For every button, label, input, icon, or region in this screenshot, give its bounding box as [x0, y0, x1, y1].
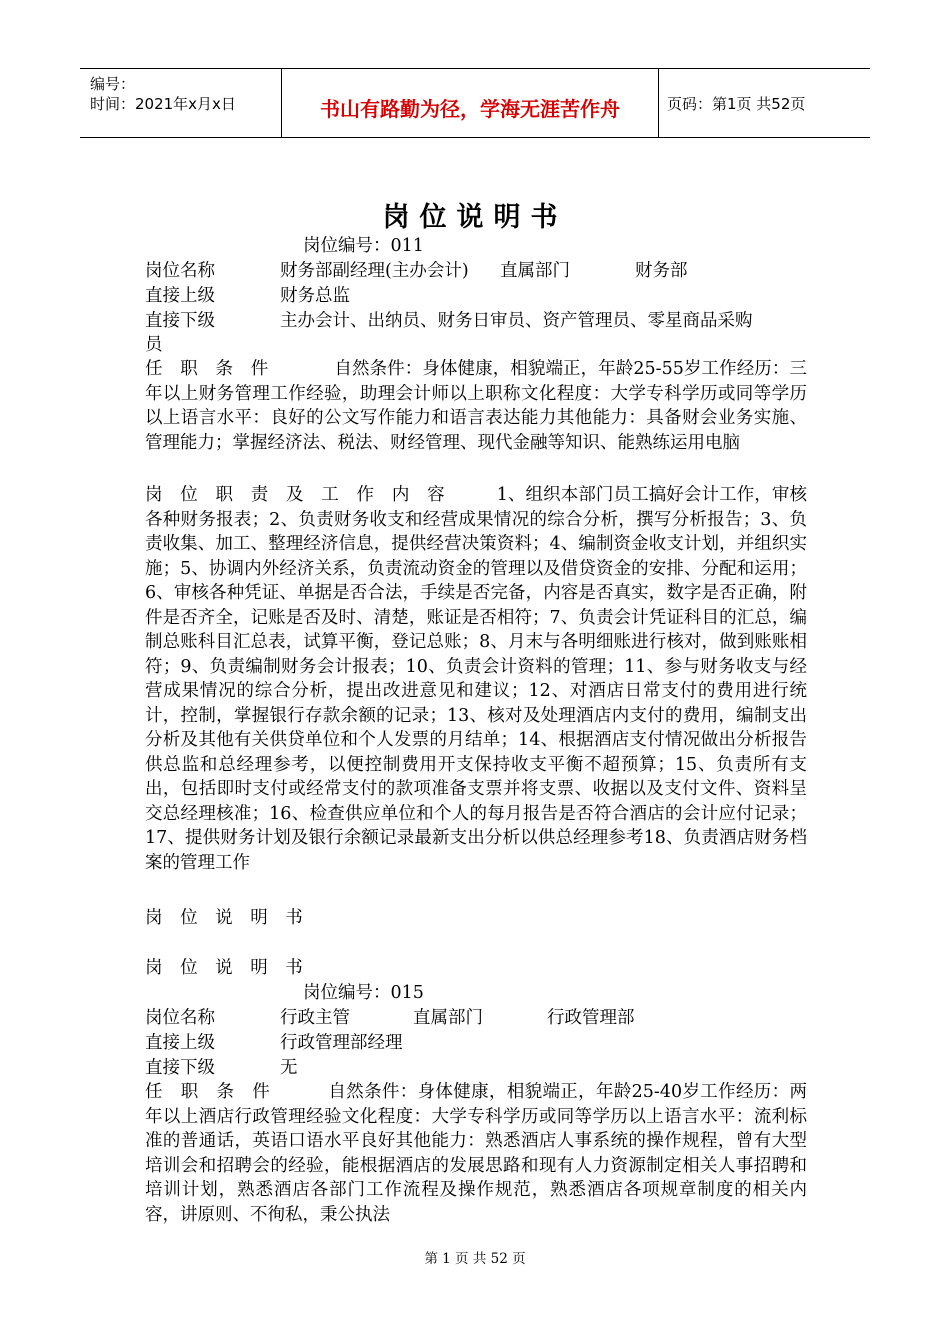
page-header [80, 68, 870, 138]
subordinate-label: 直接下级 [145, 311, 215, 331]
job-name-row-1 [145, 259, 705, 283]
duty-label: 岗 位 职 责 及 工 作 内 容 [145, 485, 451, 505]
subordinate-wrap-1: 员 [145, 335, 163, 355]
qual-label: 任 职 条 件 [145, 1082, 277, 1102]
job-number-2: 岗位编号：015 [303, 983, 424, 1003]
dept-value: 行政管理部 [547, 1008, 635, 1028]
job-name-label: 岗位名称 [145, 1008, 215, 1028]
doc-number-label: 编号： [90, 75, 136, 93]
header-motto: 书山有路勤为径，学海无涯苦作舟 [320, 97, 620, 121]
superior-value: 财务总监 [280, 286, 350, 306]
doc-time-label: 时间：2021年x月x日 [90, 95, 236, 113]
job-number-1: 岗位编号：011 [303, 236, 424, 256]
qualifications-2 [145, 1080, 807, 1227]
header-page-cell [659, 69, 870, 137]
section1-trailer: 岗 位 说 明 书 [145, 908, 309, 928]
qual-text: 自然条件：身体健康，相貌端正，年龄25-40岁工作经历：两年以上酒店行政管理经验文化程度：大学专科学历或同等学历以上语言水平：流利标准的普通话，英语口语水平良好其他能力：熟悉酒店人事系统的操作规程，曾有大型培训会和招聘会的经验，能根据酒店的发展思路和现有人力资源制定相关人事招聘和培训计划，熟悉酒店各部门工作流程及操作规范，熟悉酒店各项规章制度的相关内容，讲原则、不徇私，秉公执法 [145, 1082, 807, 1225]
header-motto-cell [282, 69, 659, 137]
dept-value: 财务部 [635, 261, 688, 281]
dept-label: 直属部门 [413, 1008, 483, 1028]
qual-text: 自然条件：身体健康，相貌端正，年龄25-55岁工作经历：三年以上财务管理工作经验，助理会计师以上职称文化程度：大学专科学历或同等学历以上语言水平：良好的公文写作能力和语言表达能力其他能力：具备财会业务实施、管理能力；掌握经济法、税法、财经管理、现代金融等知识、能熟练运用电脑 [145, 359, 807, 453]
subordinate-row-1 [145, 309, 807, 333]
job-name-label: 岗位名称 [145, 261, 215, 281]
duty-text: 1、组织本部门员工搞好会计工作，审核各种财务报表；2、负责财务收支和经营成果情况的综合分析，撰写分析报告；3、负责收集、加工、整理经济信息，提供经营决策资料；4、编制资金收支计划，并组织实施；5、协调内外经济关系，负责流动资金的管理以及借贷资金的安排、分配和运用；6、审核各种凭证、单据是否合法，手续是否完备，内容是否真实，数字是否正确，附件是否齐全，记账是否及时、清楚，账证是否相符；7、负责会计凭证科目的汇总，编制总账科目汇总表，试算平衡，登记总账；8、月末与各明细账进行核对，做到账账相符；9、负责编制财务会计报表；10、负责会计资料的管理；11、参与财务收支与经营成果情况的综合分析，提出改进意见和建议；12、对酒店日常支付的费用进行统计，控制，掌握银行存款余额的记录；13、核对及处理酒店内支付的费用，编制支出分析及其他有关供贷单位和个人发票的月结单；14、根据酒店支付情况做出分析报告供总监和总经理参考，以便控制费用开支保持收支平衡不超预算；15、负责所有支出，包括即时支付或经常支付的款项准备支票并将支票、收据以及支付文件、资料呈交总经理核准；16、检查供应单位和个人的每月报告是否符合酒店的会计应付记录；17、提供财务计划及银行余额记录最新支出分析以供总经理参考18、负责酒店财务档案的管理工作 [145, 485, 807, 873]
job-name-value: 行政主管 [280, 1008, 350, 1028]
subordinate-row-2 [145, 1056, 705, 1080]
subordinate-value: 主办会计、出纳员、财务日审员、资产管理员、零星商品采购 [280, 311, 753, 331]
subordinate-label: 直接下级 [145, 1058, 215, 1078]
header-meta-cell [80, 69, 282, 137]
section2-heading: 岗 位 说 明 书 [145, 958, 309, 978]
dept-label: 直属部门 [500, 261, 570, 281]
job-name-value: 财务部副经理(主办会计) [280, 261, 469, 281]
superior-value: 行政管理部经理 [280, 1033, 403, 1053]
document-title: 岗位说明书 [382, 202, 568, 233]
superior-label: 直接上级 [145, 1033, 215, 1053]
page-footer: 第 1 页 共 52 页 [424, 1251, 526, 1267]
qualifications-1 [145, 357, 807, 455]
superior-row-1 [145, 284, 705, 308]
superior-row-2 [145, 1031, 705, 1055]
qual-label: 任 职 条 件 [145, 359, 275, 379]
header-page-info: 页码：第1页 共52页 [667, 95, 806, 113]
duties-1 [145, 483, 807, 875]
subordinate-value: 无 [280, 1058, 298, 1078]
job-name-row-2 [145, 1006, 705, 1030]
superior-label: 直接上级 [145, 286, 215, 306]
